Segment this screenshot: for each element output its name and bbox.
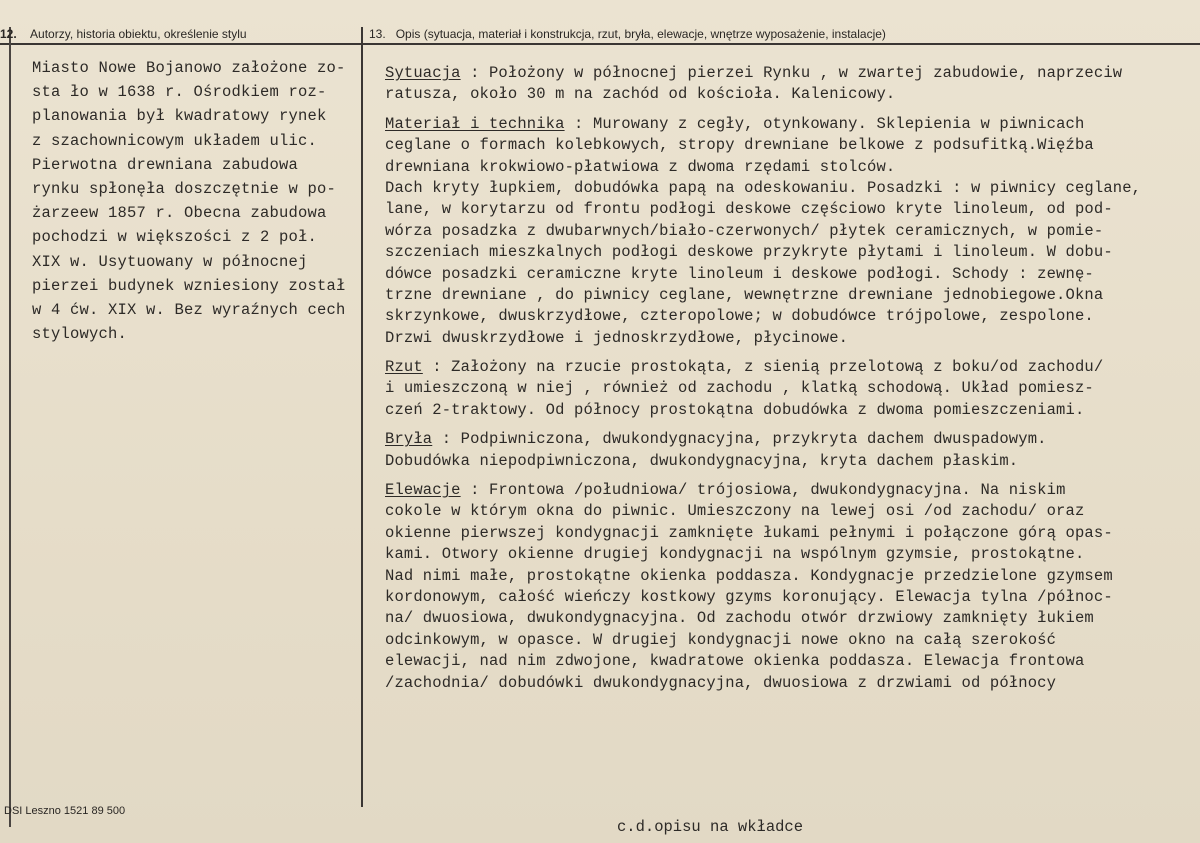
section-line: szczeniach mieszkalnych podłogi deskowe przykryte płytami i linoleum. W dobu- bbox=[385, 243, 1113, 262]
section-line: Drzwi dwuskrzydłowe i jednoskrzydłowe, płycinowe. bbox=[385, 328, 849, 347]
column-12-number: 12. bbox=[0, 27, 17, 41]
left-margin-line bbox=[9, 27, 11, 827]
section-first-line bbox=[385, 114, 1185, 135]
section-first-line bbox=[385, 429, 1185, 450]
section-line: okienne pierwszej kondygnacji zamknięte łukami pełnymi i połączone górą opas- bbox=[385, 523, 1113, 542]
section-heading: Elewacje bbox=[385, 481, 461, 500]
section-line: Nad nimi małe, prostokątne okienka poddasza. Kondygnacje przedzielone gzymsem bbox=[385, 566, 1113, 585]
header-divider bbox=[0, 43, 1200, 45]
section-first-line bbox=[385, 357, 1185, 378]
section-line: trzne drewniane , do piwnicy ceglane, wewnętrzne drewniane jednobiegowe.Okna bbox=[385, 285, 1104, 304]
section-first-line bbox=[385, 63, 1185, 84]
section-line: dówce posadzki ceramiczne kryte linoleum i deskowe podłogi. Schody : zewnę- bbox=[385, 264, 1094, 283]
history-line: Pierwotna drewniana zabudowa bbox=[32, 155, 299, 174]
section-heading: Rzut bbox=[385, 358, 423, 377]
column-13-number: 13. bbox=[369, 27, 386, 41]
section-text: : Podpiwniczona, dwukondygnacyjna, przykryta dachem dwuspadowym. bbox=[432, 430, 1047, 449]
section-line: Dobudówka niepodpiwniczona, dwukondygnacyjna, kryta dachem płaskim. bbox=[385, 451, 1019, 470]
section-text: : Murowany z cegły, otynkowany. Sklepienia w piwnicach bbox=[564, 114, 1085, 133]
history-line: z szachownicowym układem ulic. bbox=[32, 131, 318, 150]
section-line: i umieszczoną w niej , również od zachodu , klatką schodową. Układ pomiesz- bbox=[385, 379, 1094, 398]
history-line: pochodzi w większości z 2 poł. bbox=[32, 228, 318, 247]
history-line: stylowych. bbox=[32, 325, 128, 344]
section-line: wórza posadzka z dwubarwnych/biało-czerwonych/ płytek ceramicznych, w pomie- bbox=[385, 221, 1104, 240]
section-line: kami. Otwory okienne drugiej kondygnacji na wspólnym gzymsie, prostokątne. bbox=[385, 545, 1085, 564]
print-stamp: DSI Leszno 1521 89 500 bbox=[4, 805, 126, 817]
section-text: : Frontowa /południowa/ trójosiowa, dwukondygnacyjna. Na niskim bbox=[460, 481, 1066, 500]
history-line: XIX w. Usytuowany w północnej bbox=[32, 252, 308, 271]
column-13-header bbox=[369, 27, 886, 41]
section-line: odcinkowym, w opasce. W drugiej kondygnacji nowe okno na całą szerokość bbox=[385, 630, 1057, 649]
section-text: : Położony w północnej pierzei Rynku , w zwartej zabudowie, naprzeciw bbox=[460, 64, 1123, 82]
continuation-note: c.d.opisu na wkładce bbox=[617, 818, 804, 836]
history-line: w 4 ćw. XIX w. Bez wyraźnych cech bbox=[32, 300, 346, 319]
column-12-title: Autorzy, historia obiektu, określenie stylu bbox=[30, 27, 247, 41]
section-line: drewniana krokwiowo-płatwiowa z dwoma rzędami stolców. bbox=[385, 157, 896, 176]
history-line: sta ło w 1638 r. Ośrodkiem roz- bbox=[32, 83, 327, 102]
section-line: ceglane o formach kolebkowych, stropy drewniane belkowe z podsufitką.Więźba bbox=[385, 136, 1094, 155]
section-line: kordonowym, całość wieńczy kostkowy gzyms koronujący. Elewacja tylna /północ- bbox=[385, 587, 1113, 606]
section-spacer bbox=[385, 349, 1185, 357]
section-heading: Bryła bbox=[385, 430, 433, 449]
description-text bbox=[385, 63, 1185, 694]
section-heading: Sytuacja bbox=[385, 64, 461, 82]
section-line: na/ dwuosiowa, dwukondygnacyjna. Od zachodu otwór drzwiowy zamknięty łukiem bbox=[385, 609, 1094, 628]
column-13-title: Opis (sytuacja, materiał i konstrukcja, rzut, bryła, elewacje, wnętrze wyposażenie, instalacje) bbox=[395, 27, 886, 41]
section-line: elewacji, nad nim zdwojone, kwadratowe okienka poddasza. Elewacja frontowa bbox=[385, 652, 1085, 671]
section-line: /zachodnia/ dobudówki dwukondygnacyjna, dwuosiowa z drzwiami od północy bbox=[385, 673, 1057, 692]
section-text: : Założony na rzucie prostokąta, z sienią przelotową z boku/od zachodu/ bbox=[422, 358, 1104, 377]
history-text bbox=[32, 56, 362, 346]
section-line: lane, w korytarzu od frontu podłogi deskowe częściowo kryte linoleum, od pod- bbox=[385, 200, 1113, 219]
section-spacer bbox=[385, 421, 1185, 429]
section-spacer bbox=[385, 472, 1185, 480]
history-line: planowania był kwadratowy rynek bbox=[32, 107, 327, 126]
history-line: Miasto Nowe Bojanowo założone zo- bbox=[32, 59, 346, 77]
section-line: ratusza, około 30 m na zachód od kościoła. Kalenicowy. bbox=[385, 85, 896, 104]
history-line: żarzeew 1857 r. Obecna zabudowa bbox=[32, 204, 327, 223]
section-heading: Materiał i technika bbox=[385, 114, 565, 133]
section-first-line bbox=[385, 480, 1185, 501]
column-12-header bbox=[0, 27, 247, 41]
section-line: czeń 2-traktowy. Od północy prostokątna dobudówka z dwoma pomieszczeniami. bbox=[385, 400, 1085, 419]
section-line: skrzynkowe, dwuskrzydłowe, czteropolowe; w dobudówce trójpolowe, zespolone. bbox=[385, 307, 1094, 326]
section-line: Dach kryty łupkiem, dobudówka papą na odeskowaniu. Posadzki : w piwnicy ceglane, bbox=[385, 178, 1142, 197]
section-line: cokole w którym okna do piwnic. Umieszczony na lewej osi /od zachodu/ oraz bbox=[385, 502, 1085, 521]
history-line: rynku spłonęła doszczętnie w po- bbox=[32, 179, 337, 198]
history-line: pierzei budynek wzniesiony został bbox=[32, 276, 346, 295]
section-spacer bbox=[385, 106, 1185, 114]
